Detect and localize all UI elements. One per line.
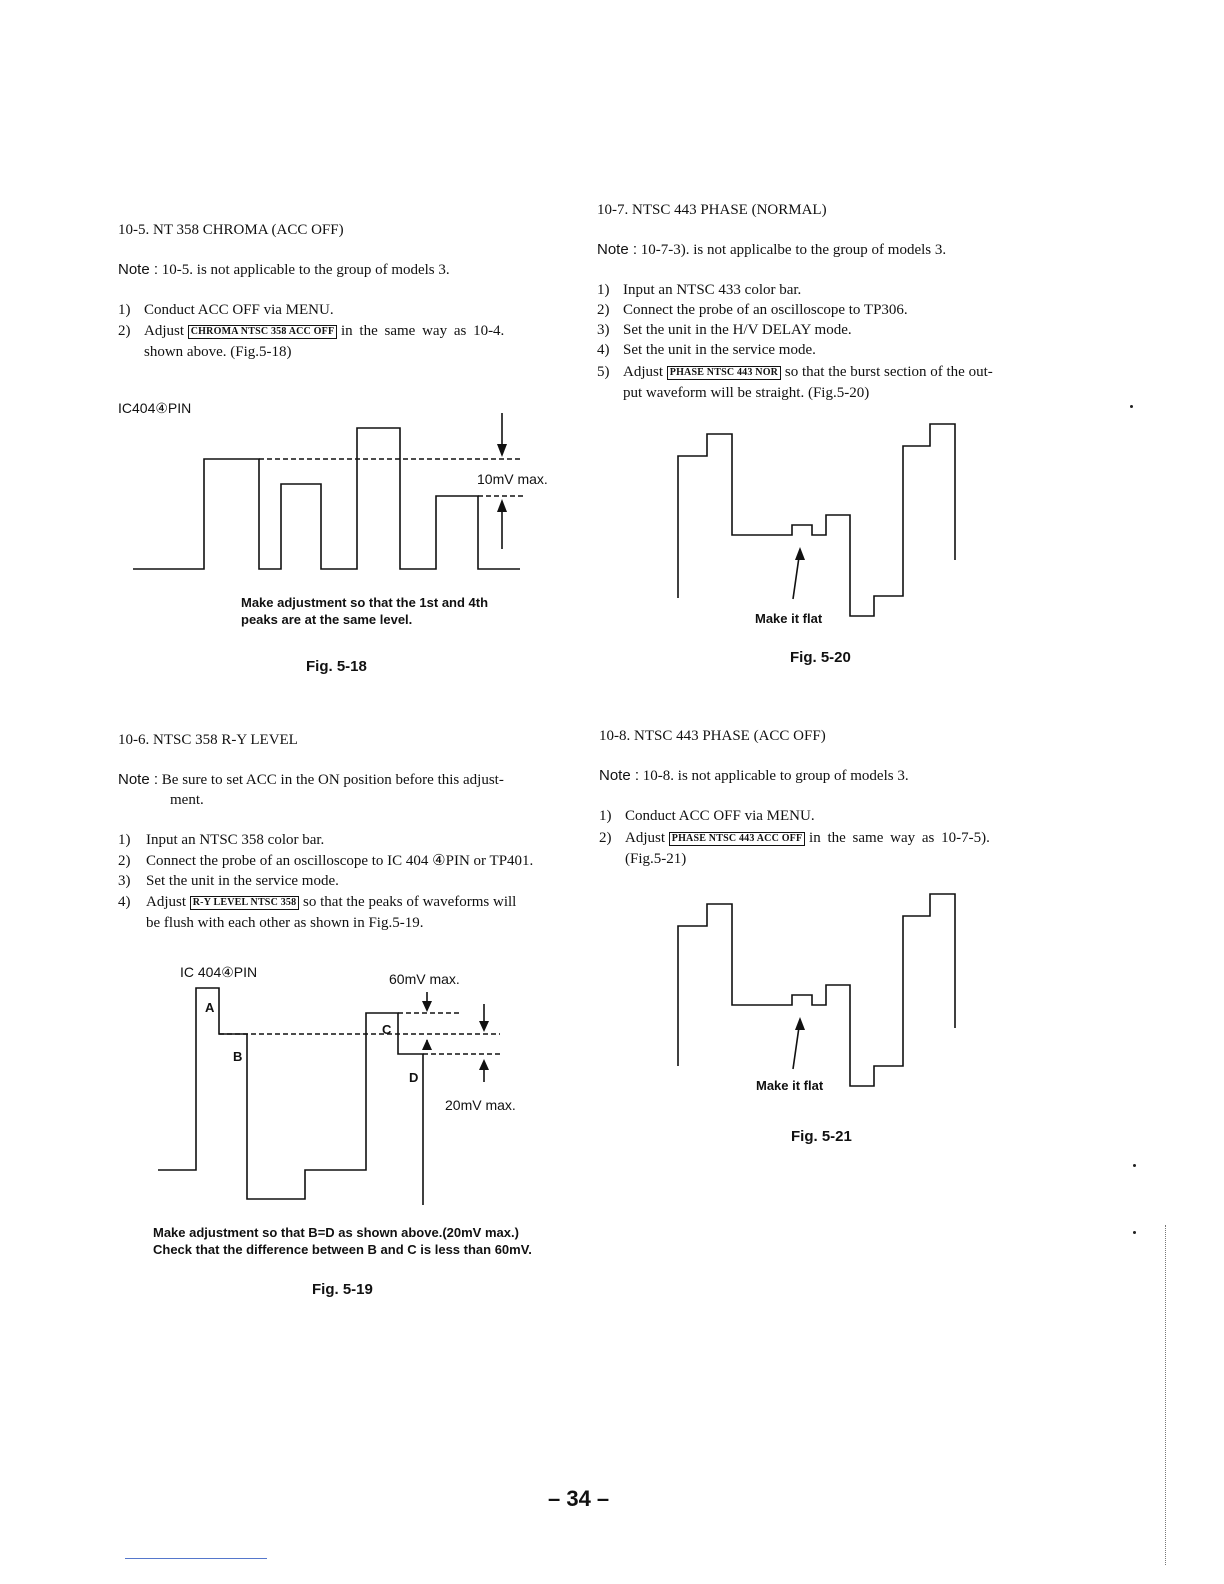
note-label: Note : [118, 261, 159, 278]
pin-label: IC 404④PIN [180, 964, 258, 980]
section-heading-10-5: 10-5. NT 358 CHROMA (ACC OFF) [118, 222, 344, 238]
figure-label-5-21: Fig. 5-21 [791, 1128, 852, 1145]
scan-margin-line [1165, 1225, 1166, 1565]
note-text: 10-5. is not applicable to the group of models 3. [161, 262, 450, 278]
step-text-pre: Adjust [623, 364, 664, 380]
menu-item-phase-ntsc-443-nor: PHASE NTSC 443 NOR [667, 366, 781, 380]
step-text: Set the unit in the H/V DELAY mode. [623, 322, 852, 338]
step-text: Connect the probe of an oscilloscope to IC 404 ④PIN or TP401. [146, 853, 534, 869]
figure-label-5-19: Fig. 5-19 [312, 1281, 373, 1298]
note-text-continued: ment. [170, 792, 204, 808]
step-number: 2) [118, 853, 131, 869]
caption-line: Make adjustment so that B=D as shown above.(20mV max.) [153, 1225, 519, 1240]
step-number: 3) [118, 873, 131, 889]
step-number: 5) [597, 364, 610, 380]
step-number: 1) [599, 808, 612, 824]
step-text-continued: (Fig.5-21) [625, 851, 687, 867]
step-text: Set the unit in the service mode. [623, 342, 816, 358]
step-text-continued: be flush with each other as shown in Fig.5-19. [146, 915, 424, 931]
step-text-pre: Adjust [144, 323, 185, 339]
step-number: 2) [118, 323, 131, 339]
step-text-post: in the same way as 10-4. [341, 323, 505, 339]
step-number: 3) [597, 322, 610, 338]
point-c-label: C [382, 1022, 392, 1037]
point-b-label: B [233, 1049, 243, 1064]
note-text: Be sure to set ACC in the ON position before this adjust- [161, 772, 504, 788]
step-text-pre: Adjust [625, 830, 666, 846]
bottom-level-label: 20mV max. [445, 1097, 516, 1113]
section-heading-10-6: 10-6. NTSC 358 R-Y LEVEL [118, 732, 298, 748]
step-number: 1) [597, 282, 610, 298]
step-text-post: so that the peaks of waveforms will [303, 894, 517, 910]
step-number: 1) [118, 302, 131, 318]
menu-item-phase-ntsc-443-acc-off: PHASE NTSC 443 ACC OFF [669, 832, 806, 846]
section-heading-10-8: 10-8. NTSC 443 PHASE (ACC OFF) [599, 728, 826, 744]
menu-item-chroma-ntsc-358-acc-off: CHROMA NTSC 358 ACC OFF [188, 325, 338, 339]
caption-line: peaks are at the same level. [241, 612, 413, 627]
step-text-continued: shown above. (Fig.5-18) [144, 344, 292, 360]
scan-dot [1133, 1164, 1136, 1167]
note-label: Note : [599, 767, 640, 784]
note-label: Note : [118, 771, 159, 788]
pin-label: IC404④PIN [118, 400, 192, 416]
note-text: 10-7-3). is not applicalbe to the group of models 3. [640, 242, 947, 258]
caption-line: Check that the difference between B and C is less than 60mV. [153, 1242, 532, 1257]
step-text-continued: put waveform will be straight. (Fig.5-20) [623, 385, 870, 401]
section-heading-10-7: 10-7. NTSC 443 PHASE (NORMAL) [597, 202, 827, 218]
step-number: 1) [118, 832, 131, 848]
page-number: – 34 – [548, 1486, 610, 1511]
scan-dot [1133, 1231, 1136, 1234]
flat-annotation-label: Make it flat [755, 611, 823, 626]
step-text: Input an NTSC 358 color bar. [146, 832, 325, 848]
step-number: 4) [118, 894, 131, 910]
flat-annotation-label: Make it flat [756, 1078, 824, 1093]
figure-label-5-20: Fig. 5-20 [790, 649, 851, 666]
step-text: Input an NTSC 433 color bar. [623, 282, 802, 298]
scan-underline [125, 1558, 267, 1559]
point-a-label: A [205, 1000, 215, 1015]
step-text: Connect the probe of an oscilloscope to TP306. [623, 302, 908, 318]
scan-dot [1130, 405, 1133, 408]
step-text: Conduct ACC OFF via MENU. [144, 302, 334, 318]
step-text-pre: Adjust [146, 894, 187, 910]
level-label: 10mV max. [477, 471, 548, 487]
point-d-label: D [409, 1070, 419, 1085]
note-label: Note : [597, 241, 638, 258]
step-number: 2) [599, 830, 612, 846]
caption-line: Make adjustment so that the 1st and 4th [241, 595, 489, 610]
step-text-post: so that the burst section of the out- [784, 364, 993, 380]
step-number: 4) [597, 342, 610, 358]
note-text: 10-8. is not applicable to group of models 3. [642, 768, 909, 784]
menu-item-r-y-level-ntsc-358: R-Y LEVEL NTSC 358 [190, 896, 300, 910]
figure-label-5-18: Fig. 5-18 [306, 658, 367, 675]
step-text: Conduct ACC OFF via MENU. [625, 808, 815, 824]
top-level-label: 60mV max. [389, 971, 460, 987]
step-text-post: in the same way as 10-7-5). [809, 830, 990, 846]
step-text: Set the unit in the service mode. [146, 873, 339, 889]
step-number: 2) [597, 302, 610, 318]
